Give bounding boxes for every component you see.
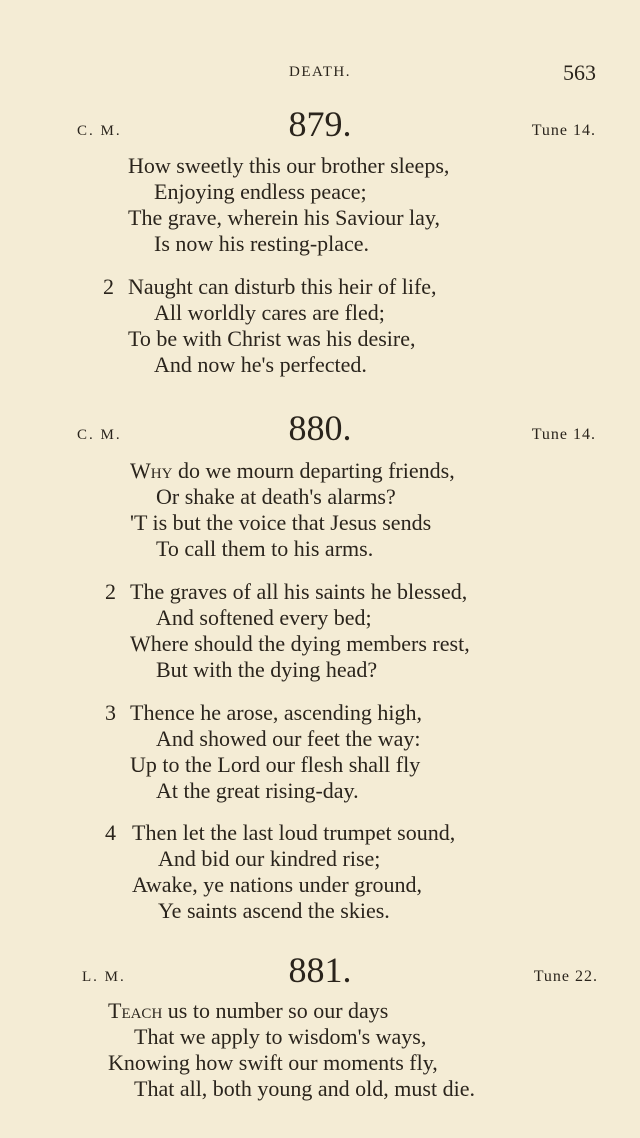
verse-line: Enjoying endless peace; — [154, 179, 367, 204]
verse-first-rest: us to number so our days — [162, 998, 389, 1023]
verse-line: That we apply to wisdom's ways, — [134, 1024, 427, 1049]
verse-line: At the great rising-day. — [156, 778, 359, 803]
verse-line: Naught can disturb this heir of life, — [128, 274, 437, 299]
hymn-meter: C. M. — [77, 123, 122, 139]
verse-line — [130, 458, 455, 484]
verse-line: Or shake at death's alarms? — [156, 484, 396, 509]
verse-line: The grave, wherein his Saviour lay, — [128, 205, 440, 230]
verse-number: 3 — [105, 700, 116, 725]
hymn-number: 879. — [288, 104, 352, 144]
page-number: 563 — [563, 60, 596, 85]
verse-line: And bid our kindred rise; — [158, 846, 381, 871]
verse-line: But with the dying head? — [156, 657, 378, 682]
hymn-header-879 — [0, 104, 640, 144]
verse-first-word: Why — [130, 458, 173, 483]
hymn-meter: C. M. — [77, 427, 122, 443]
verse-line: That all, both young and old, must die. — [134, 1076, 475, 1101]
verse-line: And softened every bed; — [156, 605, 372, 630]
verse-number: 2 — [103, 274, 114, 299]
verse-line: How sweetly this our brother sleeps, — [128, 153, 450, 178]
hymn-meter: L. M. — [82, 969, 126, 985]
verse-first-word: Teach — [108, 998, 163, 1023]
verse-number: 4 — [105, 820, 116, 845]
verse-first-rest: do we mourn departing friends, — [172, 458, 455, 483]
verse-line: Knowing how swift our moments fly, — [108, 1050, 438, 1075]
verse-number: 2 — [105, 579, 116, 604]
verse-line: Thence he arose, ascending high, — [130, 700, 422, 725]
verse-line: Is now his resting-place. — [154, 231, 370, 256]
hymn-number: 881. — [288, 950, 352, 990]
running-head: DEATH. — [289, 64, 351, 80]
verse-line: Awake, ye nations under ground, — [132, 872, 423, 897]
hymn-number: 880. — [288, 408, 352, 448]
hymn-tune: Tune 22. — [533, 968, 598, 985]
verse-line: Where should the dying members rest, — [130, 631, 470, 656]
hymn-tune: Tune 14. — [531, 122, 596, 139]
verse-line: To be with Christ was his desire, — [128, 326, 416, 351]
verse-line: All worldly cares are fled; — [154, 300, 385, 325]
hymn-header-881 — [0, 950, 640, 990]
verse-line — [108, 998, 388, 1024]
hymn-tune: Tune 14. — [531, 426, 596, 443]
verse-line: 'T is but the voice that Jesus sends — [130, 510, 432, 535]
hymn-header-880 — [0, 408, 640, 448]
verse-line: The graves of all his saints he blessed, — [130, 579, 468, 604]
verse-line: Up to the Lord our flesh shall fly — [130, 752, 421, 777]
verse-line: And now he's perfected. — [154, 352, 367, 377]
verse-line: Ye saints ascend the skies. — [158, 898, 390, 923]
verse-line: And showed our feet the way: — [156, 726, 421, 751]
verse-line: To call them to his arms. — [156, 536, 374, 561]
verse-line: Then let the last loud trumpet sound, — [132, 820, 456, 845]
